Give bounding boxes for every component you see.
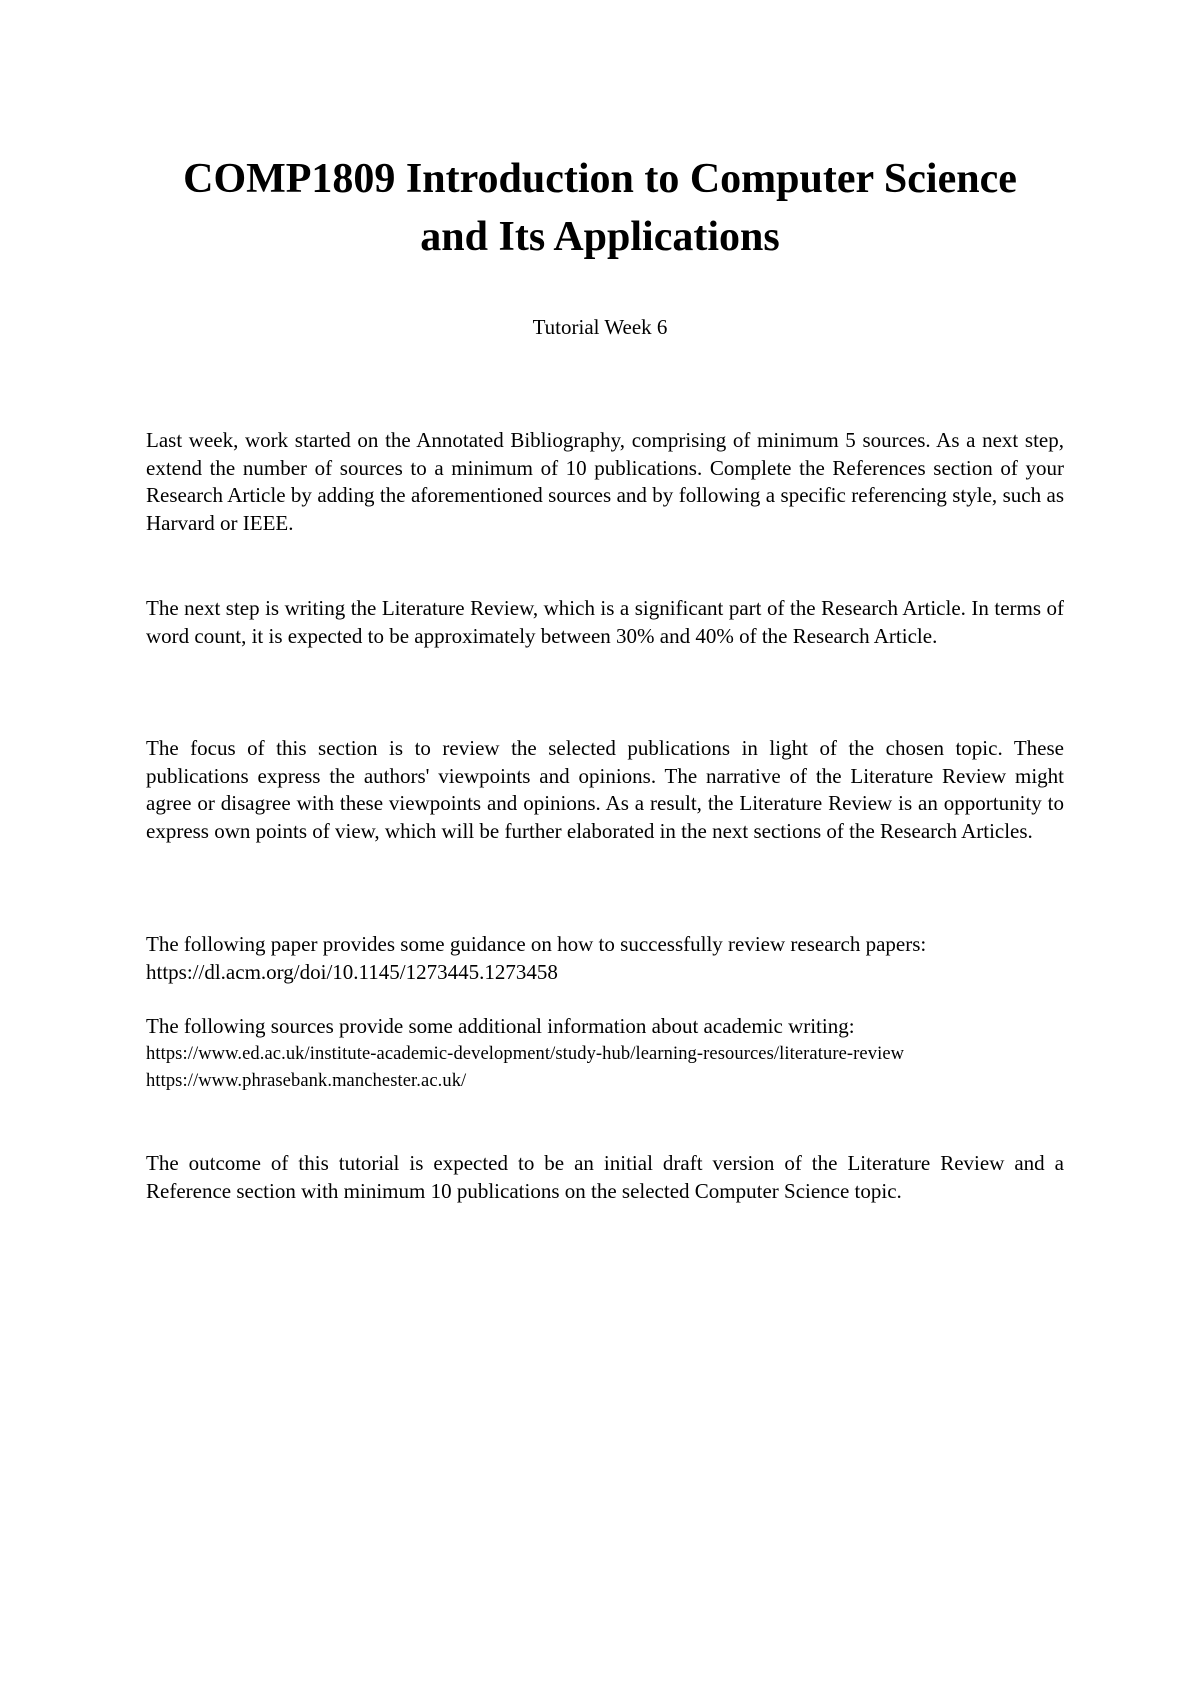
- paragraph-annotated-bibliography: Last week, work started on the Annotated Bibliography, comprising of minimum 5 sources. As a next step, extend the number of sources to a minimum of 10 publications. Complete the References section of your Research Article by adding the aforementioned sources and by following a specific referencing style, such as Harvard or IEEE.: [146, 428, 1064, 535]
- paragraph-section-focus: The focus of this section is to review the selected publications in light of the chosen topic. These publications express the authors' viewpoints and opinions. The narrative of the Literature Review might agree or disagree with these viewpoints and opinions. As a result, the Literature Review is an opportunity to express own points of view, which will be further elaborated in the next sections of the Research Articles.: [146, 736, 1064, 843]
- paragraph-guidance: [146, 931, 1064, 986]
- guidance-text: The following paper provides some guidance on how to successfully review research papers:: [146, 932, 927, 956]
- paragraph-literature-review-intro: The next step is writing the Literature Review, which is a significant part of the Research Article. In terms of word count, it is expected to be approximately between 30% and 40% of the Research Article.: [146, 596, 1064, 648]
- paragraph-additional-sources: [146, 1013, 1064, 1095]
- paragraph-outcome: The outcome of this tutorial is expected to be an initial draft version of the Literature Review and a Reference section with minimum 10 publications on the selected Computer Science topic.: [146, 1151, 1064, 1203]
- additional-sources-text: The following sources provide some additional information about academic writing:: [146, 1014, 855, 1038]
- page-subtitle: Tutorial Week 6: [532, 315, 668, 339]
- guidance-link[interactable]: https://dl.acm.org/doi/10.1145/1273445.1273458: [146, 959, 558, 984]
- page-title: COMP1809 Introduction to Computer Science and Its Applications: [183, 156, 1017, 260]
- source-link-ed[interactable]: https://www.ed.ac.uk/institute-academic-development/study-hub/learning-resources/literature-review: [146, 1043, 905, 1064]
- source-link-phrasebank[interactable]: https://www.phrasebank.manchester.ac.uk/: [146, 1070, 467, 1091]
